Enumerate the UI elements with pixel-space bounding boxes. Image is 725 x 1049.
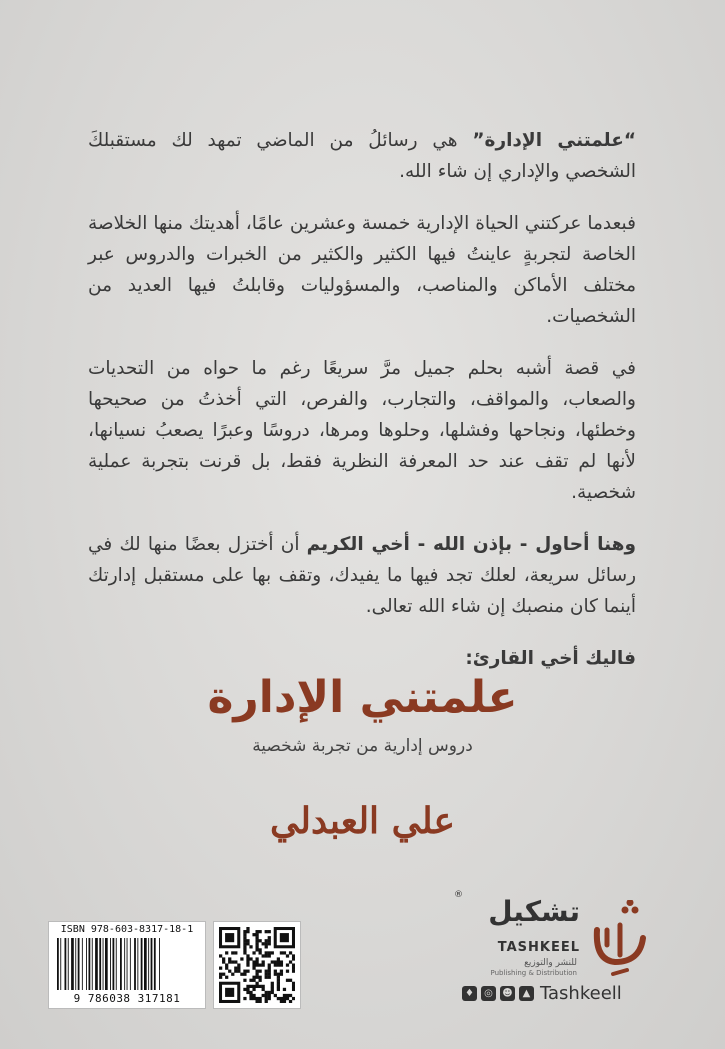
qr-module: [259, 948, 262, 951]
qr-finder: [225, 933, 234, 942]
qr-module: [271, 960, 274, 963]
barcode-bar: [120, 938, 122, 990]
qr-module: [265, 939, 268, 942]
blurb-text-3: في قصة أشبه بحلم جميل مرَّ سريعًا رغم ما حواه من التحديات والصعاب، والمواقف، والتجارب، والفرص، التي أخذتُ من صحيحها وخطئها، ونجاحها وفشلها، وحلوها ومرها، دروسًا وعبرًا يصعبُ نسيانها، لأنها لم تقف عند حد المعرفة النظرية فقط، بل قرنت بتجربة عملية شخصية.: [88, 358, 636, 503]
qr-module: [289, 979, 292, 982]
qr-module: [255, 973, 258, 976]
qr-module: [271, 985, 274, 988]
barcode-bar: [68, 938, 69, 990]
qr-module: [231, 973, 234, 976]
qr-module: [234, 960, 237, 963]
qr-module: [234, 970, 237, 973]
barcode-bar: [60, 938, 61, 990]
qr-module: [259, 997, 262, 1000]
barcode-bar: [75, 938, 76, 990]
qr-module: [255, 985, 258, 988]
qr-module: [237, 963, 240, 966]
qr-module: [249, 979, 252, 982]
qr-module: [252, 994, 255, 997]
barcode-bar: [82, 938, 83, 990]
qr-module: [280, 960, 283, 963]
qr-module: [265, 951, 268, 954]
qr-module: [228, 957, 231, 960]
qr-module: [268, 967, 271, 970]
qr-module: [277, 997, 280, 1000]
barcode-bar: [95, 938, 98, 990]
qr-module: [243, 945, 246, 948]
qr-module: [265, 1000, 268, 1003]
qr-module: [231, 960, 234, 963]
qr-module: [222, 960, 225, 963]
qr-module: [249, 985, 252, 988]
qr-module: [265, 997, 268, 1000]
barcode-bar: [65, 938, 67, 990]
qr-module: [252, 976, 255, 979]
barcode-bar: [92, 938, 93, 990]
qr-module: [252, 979, 255, 982]
qr-module: [268, 954, 271, 957]
barcode-bar: [89, 938, 91, 990]
qr-module: [292, 988, 295, 991]
qr-module: [240, 957, 243, 960]
qr-module: [246, 985, 249, 988]
registered-mark: ®: [454, 890, 463, 900]
qr-module: [243, 942, 246, 945]
qr-module: [268, 936, 271, 939]
barcode-bar: [113, 938, 115, 990]
qr-module: [249, 997, 252, 1000]
barcode-bars: [55, 938, 199, 990]
qr-module: [265, 976, 268, 979]
qr-module: [219, 976, 222, 979]
qr-module: [262, 985, 265, 988]
qr-module: [249, 994, 252, 997]
blurb-paragraph-4: [88, 529, 636, 622]
qr-module: [292, 967, 295, 970]
qr-module: [243, 948, 246, 951]
qr-module: [277, 973, 280, 976]
qr-module: [243, 951, 246, 954]
back-cover-blurb: [88, 125, 636, 695]
qr-module: [277, 957, 280, 960]
qr-module: [277, 963, 280, 966]
qr-module: [268, 997, 271, 1000]
qr-module: [289, 1000, 292, 1003]
twitter-icon: ♦: [462, 986, 477, 1001]
qr-module: [268, 942, 271, 945]
qr-module: [277, 982, 280, 985]
publisher-tagline: Publishing & Distribution: [490, 969, 577, 977]
barcode-bar: [154, 938, 156, 990]
qr-module: [246, 991, 249, 994]
barcode-bar: [99, 938, 101, 990]
qr-module: [289, 951, 292, 954]
qr-module: [274, 970, 277, 973]
qr-module: [252, 960, 255, 963]
qr-module: [225, 967, 228, 970]
qr-module: [234, 967, 237, 970]
qr-module: [231, 951, 234, 954]
barcode-bar: [151, 938, 153, 990]
qr-module: [286, 979, 289, 982]
social-handle: Tashkeell: [540, 983, 622, 1004]
qr-module: [277, 960, 280, 963]
qr-module: [237, 970, 240, 973]
qr-module: [268, 951, 271, 954]
blurb-text-1: هي رسائلُ من الماضي تمهد لك مستقبلكَ الشخصي والإداري إن شاء الله.: [88, 130, 636, 182]
qr-module: [246, 963, 249, 966]
qr-module: [265, 930, 268, 933]
qr-module: [255, 997, 258, 1000]
publisher-subtitle-arabic: للنشر والتوزيع: [524, 958, 577, 968]
qr-module: [283, 997, 286, 1000]
qr-module: [265, 945, 268, 948]
qr-module: [259, 970, 262, 973]
qr-module: [234, 951, 237, 954]
qr-module: [228, 960, 231, 963]
barcode-bar: [141, 938, 143, 990]
qr-module: [268, 930, 271, 933]
qr-module: [219, 967, 222, 970]
barcode-bar: [159, 938, 160, 990]
qr-module: [228, 970, 231, 973]
qr-module: [243, 930, 246, 933]
qr-module: [265, 942, 268, 945]
qr-module: [255, 963, 258, 966]
qr-module: [246, 960, 249, 963]
barcode-bar: [71, 938, 74, 990]
qr-module: [262, 954, 265, 957]
qr-module: [259, 951, 262, 954]
qr-module: [277, 985, 280, 988]
qr-module: [262, 960, 265, 963]
qr-module: [286, 997, 289, 1000]
qr-module: [259, 979, 262, 982]
qr-module: [243, 936, 246, 939]
qr-module: [280, 997, 283, 1000]
qr-module: [277, 979, 280, 982]
isbn-barcode: [48, 921, 206, 1009]
qr-module: [280, 963, 283, 966]
qr-module: [259, 939, 262, 942]
qr-module: [255, 957, 258, 960]
barcode-bar: [144, 938, 147, 990]
barcode-bar: [78, 938, 80, 990]
qr-module: [280, 1000, 283, 1003]
qr-module: [286, 994, 289, 997]
qr-module: [246, 930, 249, 933]
qr-module: [259, 976, 262, 979]
blurb-text-2: فبعدما عركتني الحياة الإدارية خمسة وعشرين عامًا، أهديتك منها الخلاصة الخاصة لتجربةٍ عاينتُ فيها الكثير والكثير من الخبرات والدروس عبر مختلف الأماكن والمناصب، والمسؤوليات وقابلتُ فيها العديد من الشخصيات.: [88, 213, 636, 327]
qr-module: [225, 976, 228, 979]
qr-module: [262, 963, 265, 966]
qr-module: [252, 985, 255, 988]
barcode-bar: [137, 938, 138, 990]
qr-module: [249, 957, 252, 960]
qr-module: [268, 973, 271, 976]
qr-module: [252, 988, 255, 991]
qr-module: [262, 988, 265, 991]
qr-module: [268, 963, 271, 966]
qr-module: [259, 1000, 262, 1003]
qr-module: [271, 982, 274, 985]
barcode-bar: [57, 938, 59, 990]
social-icons: [462, 986, 534, 1001]
qr-module: [265, 991, 268, 994]
qr-module: [265, 970, 268, 973]
publisher-name-latin: TASHKEEL: [497, 940, 580, 955]
qr-module: [222, 973, 225, 976]
barcode-digits: 9 786038 317181: [73, 992, 181, 1005]
qr-module: [246, 939, 249, 942]
qr-module: [292, 982, 295, 985]
qr-module: [262, 994, 265, 997]
publisher-block: [440, 890, 680, 1020]
barcode-bar: [124, 938, 125, 990]
qr-module: [252, 997, 255, 1000]
qr-module: [289, 960, 292, 963]
qr-module: [252, 967, 255, 970]
qr-module: [259, 930, 262, 933]
qr-module: [243, 997, 246, 1000]
book-subtitle: دروس إدارية من تجربة شخصية: [252, 736, 473, 756]
qr-code-pattern: [219, 927, 295, 1003]
qr-finder: [280, 933, 289, 942]
qr-module: [252, 933, 255, 936]
qr-module: [255, 960, 258, 963]
qr-module: [252, 963, 255, 966]
qr-module: [283, 988, 286, 991]
qr-module: [280, 970, 283, 973]
qr-module: [243, 973, 246, 976]
qr-module: [271, 951, 274, 954]
blurb-paragraph-2: [88, 208, 636, 332]
qr-module: [243, 979, 246, 982]
qr-module: [246, 942, 249, 945]
qr-module: [243, 988, 246, 991]
qr-module: [268, 970, 271, 973]
qr-module: [271, 988, 274, 991]
qr-module: [268, 976, 271, 979]
qr-module: [246, 970, 249, 973]
qr-module: [219, 954, 222, 957]
qr-module: [255, 930, 258, 933]
qr-module: [280, 973, 283, 976]
qr-module: [243, 970, 246, 973]
blurb-closing: فاليك أخي القارئ:: [465, 648, 636, 669]
qr-module: [268, 994, 271, 997]
qr-module: [246, 957, 249, 960]
qr-module: [249, 991, 252, 994]
qr-module: [265, 994, 268, 997]
qr-module: [219, 973, 222, 976]
qr-module: [274, 960, 277, 963]
qr-module: [274, 973, 277, 976]
qr-module: [283, 1000, 286, 1003]
blurb-text-4: أن أختزل بعضًا منها لك في رسائل سريعة، لعلك تجد فيها ما يفيدك، وتقف بها على مستقبل إدارتك أينما كان منصبك إن شاء الله تعالى.: [88, 534, 636, 617]
qr-module: [292, 970, 295, 973]
qr-module: [240, 973, 243, 976]
qr-module: [292, 957, 295, 960]
qr-module: [265, 954, 268, 957]
qr-module: [292, 997, 295, 1000]
barcode-bar: [103, 938, 104, 990]
qr-module: [268, 991, 271, 994]
qr-module: [255, 939, 258, 942]
barcode-bar: [105, 938, 108, 990]
blurb-paragraph-3: [88, 353, 636, 508]
barcode-bar: [86, 938, 87, 990]
book-author: علي العبدلي: [269, 800, 455, 842]
qr-finder: [225, 988, 234, 997]
qr-module: [255, 933, 258, 936]
qr-module: [271, 991, 274, 994]
qr-module: [225, 963, 228, 966]
qr-module: [268, 939, 271, 942]
qr-module: [255, 976, 258, 979]
qr-module: [265, 973, 268, 976]
qr-module: [255, 982, 258, 985]
qr-module: [222, 957, 225, 960]
qr-module: [274, 963, 277, 966]
barcode-bar: [127, 938, 128, 990]
blurb-paragraph-1: [88, 125, 636, 187]
qr-module: [243, 939, 246, 942]
qr-module: [274, 994, 277, 997]
qr-module: [255, 1000, 258, 1003]
instagram-icon: ◎: [481, 986, 496, 1001]
book-title: علمتني الإدارة: [207, 672, 518, 723]
qr-module: [286, 963, 289, 966]
qr-module: [259, 985, 262, 988]
blurb-lead-4: وهنا أحاول - بإذن الله - أخي الكريم: [306, 534, 637, 555]
qr-module: [277, 988, 280, 991]
qr-module: [292, 985, 295, 988]
qr-module: [249, 945, 252, 948]
isbn-label: ISBN 978-603-8317-18-1: [60, 924, 194, 935]
qr-module: [255, 945, 258, 948]
barcode-bar: [130, 938, 131, 990]
barcode-bar: [148, 938, 149, 990]
publisher-name-arabic: تشكيل: [488, 895, 580, 928]
qr-module: [237, 967, 240, 970]
qr-module: [280, 951, 283, 954]
qr-module: [286, 954, 289, 957]
snapchat-icon: ☻: [500, 986, 515, 1001]
qr-code: [213, 921, 301, 1009]
qr-module: [246, 954, 249, 957]
qr-module: [243, 933, 246, 936]
barcode-bar: [134, 938, 136, 990]
qr-module: [277, 976, 280, 979]
qr-module: [259, 963, 262, 966]
qr-module: [292, 963, 295, 966]
qr-module: [255, 936, 258, 939]
qr-module: [225, 951, 228, 954]
qr-module: [283, 994, 286, 997]
blurb-lead-1: “علمتني الإدارة”: [472, 130, 636, 151]
qr-module: [292, 954, 295, 957]
qr-module: [289, 994, 292, 997]
qr-module: [262, 942, 265, 945]
barcode-bar: [116, 938, 117, 990]
qr-module: [246, 988, 249, 991]
ghost-icon: ▲: [519, 986, 534, 1001]
barcode-bar: [110, 938, 111, 990]
qr-module: [255, 942, 258, 945]
publisher-logo-icon: [585, 900, 655, 980]
qr-module: [286, 970, 289, 973]
qr-module: [283, 951, 286, 954]
qr-module: [255, 948, 258, 951]
qr-module: [255, 970, 258, 973]
qr-module: [252, 951, 255, 954]
qr-module: [246, 927, 249, 930]
